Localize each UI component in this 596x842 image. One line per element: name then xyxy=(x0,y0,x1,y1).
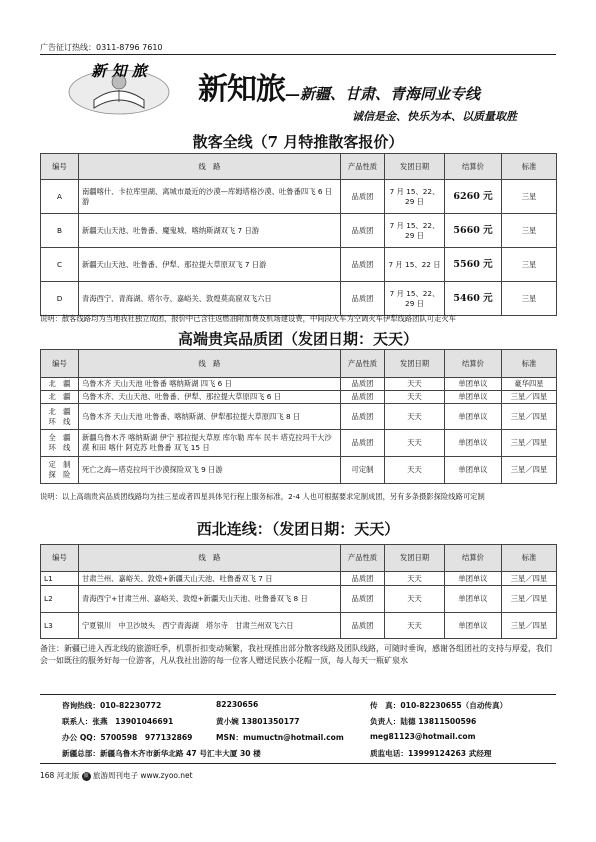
row-id: 北 疆 xyxy=(41,378,79,391)
row-type: 品质团 xyxy=(341,404,385,430)
table-row xyxy=(41,378,557,391)
row-dates: 天天 xyxy=(385,430,445,457)
row-dates: 7 月 15、22、29 日 xyxy=(385,180,445,214)
row-dates: 天天 xyxy=(385,457,445,484)
book-logo-icon xyxy=(50,60,188,118)
table-header-row xyxy=(41,154,557,180)
table-row xyxy=(41,404,557,430)
row-price: 单团单议 xyxy=(445,572,502,586)
row-route: 新疆天山天池、吐鲁番、伊犁、那拉提大草原双飞 7 日游 xyxy=(79,248,341,282)
contact-block xyxy=(40,694,556,764)
row-price: 5660 元 xyxy=(445,214,502,248)
row-dates: 天天 xyxy=(385,572,445,586)
col-header: 线 路 xyxy=(79,350,341,378)
row-price: 单团单议 xyxy=(445,586,502,613)
row-price: 单团单议 xyxy=(445,378,502,391)
table-row xyxy=(41,457,557,484)
col-header: 产品性质 xyxy=(341,545,385,572)
page-footer xyxy=(40,770,193,781)
col-header: 编号 xyxy=(41,154,79,180)
col-header: 线 路 xyxy=(79,545,341,572)
col-header: 发团日期 xyxy=(385,350,445,378)
row-route: 青海西宁、青海湖、塔尔寺、嘉峪关、敦煌莫高窟双飞六日 xyxy=(79,282,341,316)
row-id: 全 疆 环 线 xyxy=(41,430,79,457)
slogan: 诚信是金、快乐为本、以质量取胜 xyxy=(352,110,517,123)
contact-manager: 负责人：陆德 13811500596 xyxy=(370,717,477,726)
row-id: 北 疆 环 线 xyxy=(41,404,79,430)
contact-quality: 质监电话：13999124263 武经理 xyxy=(370,749,492,758)
table-row xyxy=(41,430,557,457)
ad-hotline: 广告征订热线：0311-8796 7610 xyxy=(40,43,163,52)
row-type: 品质团 xyxy=(341,248,385,282)
sanke-note: 说明：散客线路均为当地我社独立成团，报价中已含往返燃油附加费及机场建设费，中间段火车为空调火车伊犁线路团队可走火车 xyxy=(40,314,456,323)
row-dates: 天天 xyxy=(385,404,445,430)
table-row xyxy=(41,180,557,214)
row-route: 死亡之海—塔克拉玛干沙漠探险双飞 9 日游 xyxy=(79,457,341,484)
brand-name: 新知旅 xyxy=(198,72,285,107)
row-route: 甘肃兰州、嘉峪关、敦煌+新疆天山天池、吐鲁番双飞 7 日 xyxy=(79,572,341,586)
row-dates: 天天 xyxy=(385,378,445,391)
row-route: 乌鲁木齐 天山天池 吐鲁番 喀纳斯湖 四飞 6 日 xyxy=(79,378,341,391)
row-price: 6260 元 xyxy=(445,180,502,214)
col-header: 结算价 xyxy=(445,154,502,180)
row-id: B xyxy=(41,214,79,248)
logo-text: 新 知 旅 xyxy=(91,62,147,80)
page-number: 168 河北版 xyxy=(40,771,80,780)
row-standard: 三星／四星 xyxy=(502,572,557,586)
brand-subtitle: —新疆、甘肃、青海同业专线 xyxy=(285,85,481,103)
row-standard: 三星／四星 xyxy=(502,613,557,639)
row-id: L1 xyxy=(41,572,79,586)
contact-fax: 传 真：010-82230655（自动传真） xyxy=(370,701,508,710)
row-type: 品质团 xyxy=(341,430,385,457)
row-dates: 7 月 15、22 日 xyxy=(385,248,445,282)
row-price: 单团单议 xyxy=(445,404,502,430)
col-header: 发团日期 xyxy=(385,545,445,572)
table-row xyxy=(41,391,557,404)
section-title-sanke: 散客全线（7 月特推散客报价） xyxy=(192,133,404,151)
section-title-northwest: 西北连线：（发团日期：天天） xyxy=(196,520,400,538)
row-id: L3 xyxy=(41,613,79,639)
row-standard: 三星／四星 xyxy=(502,430,557,457)
row-dates: 天天 xyxy=(385,613,445,639)
row-route: 乌鲁木齐、天山天池、吐鲁番、伊犁、那拉提大草原四飞 6 日 xyxy=(79,391,341,404)
col-header: 发团日期 xyxy=(385,154,445,180)
col-header: 线 路 xyxy=(79,154,341,180)
contact-msn: MSN：mumuctn@hotmail.com xyxy=(216,733,344,742)
table-header-row xyxy=(41,350,557,378)
row-standard: 三星／四星 xyxy=(502,457,557,484)
row-dates: 7 月 15、22、29 日 xyxy=(385,214,445,248)
row-type: 品质团 xyxy=(341,572,385,586)
col-header: 标准 xyxy=(502,154,557,180)
row-route: 新疆天山天池、吐鲁番、魔鬼城、喀纳斯湖双飞 7 日游 xyxy=(79,214,341,248)
row-type: 品质团 xyxy=(341,613,385,639)
contact-person-2: 黄小婉 13801350177 xyxy=(216,717,300,726)
row-price: 5460 元 xyxy=(445,282,502,316)
row-type: 品质团 xyxy=(341,282,385,316)
remark-label: 备注： xyxy=(40,644,64,653)
table-row xyxy=(41,282,557,316)
contact-person-1: 联系人：张燕 13901046691 xyxy=(62,717,174,726)
row-route: 南疆喀什、卡拉库里湖、离城市最近的沙漠—库姆塔格沙漠、吐鲁番四飞 6 日游 xyxy=(79,180,341,214)
row-dates: 7 月 15、22、29 日 xyxy=(385,282,445,316)
row-price: 单团单议 xyxy=(445,457,502,484)
col-header: 结算价 xyxy=(445,350,502,378)
table-header-row xyxy=(41,545,557,572)
row-dates: 天天 xyxy=(385,391,445,404)
row-id: 定 制 探 险 xyxy=(41,457,79,484)
row-id: D xyxy=(41,282,79,316)
footer-site: 旅游周刊电子 www.zyoo.net xyxy=(92,771,193,780)
col-header: 产品性质 xyxy=(341,154,385,180)
brand-title xyxy=(198,64,480,108)
row-standard: 三星／四星 xyxy=(502,391,557,404)
contact-office-qq: 办公 QQ：5700598 977132869 xyxy=(62,733,193,742)
row-type: 可定制 xyxy=(341,457,385,484)
table-row xyxy=(41,613,557,639)
row-price: 单团单议 xyxy=(445,391,502,404)
row-id: L2 xyxy=(41,586,79,613)
row-route: 乌鲁木齐 天山天池 吐鲁番、喀纳斯湖、伊犁那拉提大草原四飞 8 日 xyxy=(79,404,341,430)
row-dates: 天天 xyxy=(385,586,445,613)
section-title-premium: 高端贵宾品质团（发团日期：天天） xyxy=(177,330,418,348)
premium-note: 说明：以上高端贵宾品质团线路均为挂三星或者四星具体见行程上服务标准，2-4 人也可根据要求定制成团，另有多条摄影探险线路可定制 xyxy=(40,492,485,501)
row-price: 单团单议 xyxy=(445,430,502,457)
row-standard: 三星／四星 xyxy=(502,586,557,613)
row-standard: 豪华四星 xyxy=(502,378,557,391)
row-price: 单团单议 xyxy=(445,613,502,639)
premium-table xyxy=(40,349,557,484)
row-standard: 三星 xyxy=(502,282,557,316)
row-route: 青海西宁+甘肃兰州、嘉峪关、敦煌+新疆天山天池、吐鲁番双飞 8 日 xyxy=(79,586,341,613)
row-type: 品质团 xyxy=(341,378,385,391)
table-row xyxy=(41,214,557,248)
row-type: 品质团 xyxy=(341,391,385,404)
table-row xyxy=(41,248,557,282)
row-id: C xyxy=(41,248,79,282)
top-divider xyxy=(40,54,556,55)
sanke-table xyxy=(40,153,557,316)
row-standard: 三星 xyxy=(502,248,557,282)
row-id: 北 疆 xyxy=(41,391,79,404)
northwest-table xyxy=(40,544,557,639)
row-standard: 三星／四星 xyxy=(502,404,557,430)
contact-email: meg81123@hotmail.com xyxy=(370,732,476,741)
row-price: 5560 元 xyxy=(445,248,502,282)
row-route: 宁夏银川 中卫沙坡头 西宁青海湖 塔尔寺 甘肃兰州双飞六日 xyxy=(79,613,341,639)
table-row xyxy=(41,572,557,586)
row-type: 品质团 xyxy=(341,586,385,613)
row-standard: 三星 xyxy=(502,180,557,214)
row-standard: 三星 xyxy=(502,214,557,248)
table-row xyxy=(41,586,557,613)
contact-xinjiang-office: 新疆总部：新疆乌鲁木齐市新华北路 47 号汇丰大厦 30 楼 xyxy=(62,749,261,758)
magazine-badge-icon: 旅 xyxy=(83,772,89,779)
contact-hotline: 咨询热线：010-82230772 xyxy=(62,701,162,710)
row-route: 新疆乌鲁木齐 喀纳斯湖 伊宁 那拉提大草原 库尔勒 库车 民丰 塔克拉玛干大沙漠 和田 喀什 阿克苏 吐鲁番 双飞 15 日 xyxy=(79,430,341,457)
col-header: 产品性质 xyxy=(341,350,385,378)
contact-hotline-2: 82230656 xyxy=(216,700,259,709)
col-header: 结算价 xyxy=(445,545,502,572)
row-type: 品质团 xyxy=(341,214,385,248)
row-id: A xyxy=(41,180,79,214)
remark-text: 新疆已进入西北线的旅游旺季，机票折扣变动频繁，我社现推出部分散客线路及团队线路，可随时垂询，感谢各组团社的支持与厚爱，我们会一如既往的服务好每一位游客，凡从我社出游的每一位客人赠送民族小花帽一顶，每人每天一瓶矿泉水 xyxy=(40,644,552,665)
row-type: 品质团 xyxy=(341,180,385,214)
remark xyxy=(40,643,556,667)
col-header: 标准 xyxy=(502,350,557,378)
col-header: 编号 xyxy=(41,545,79,572)
col-header: 编号 xyxy=(41,350,79,378)
col-header: 标准 xyxy=(502,545,557,572)
